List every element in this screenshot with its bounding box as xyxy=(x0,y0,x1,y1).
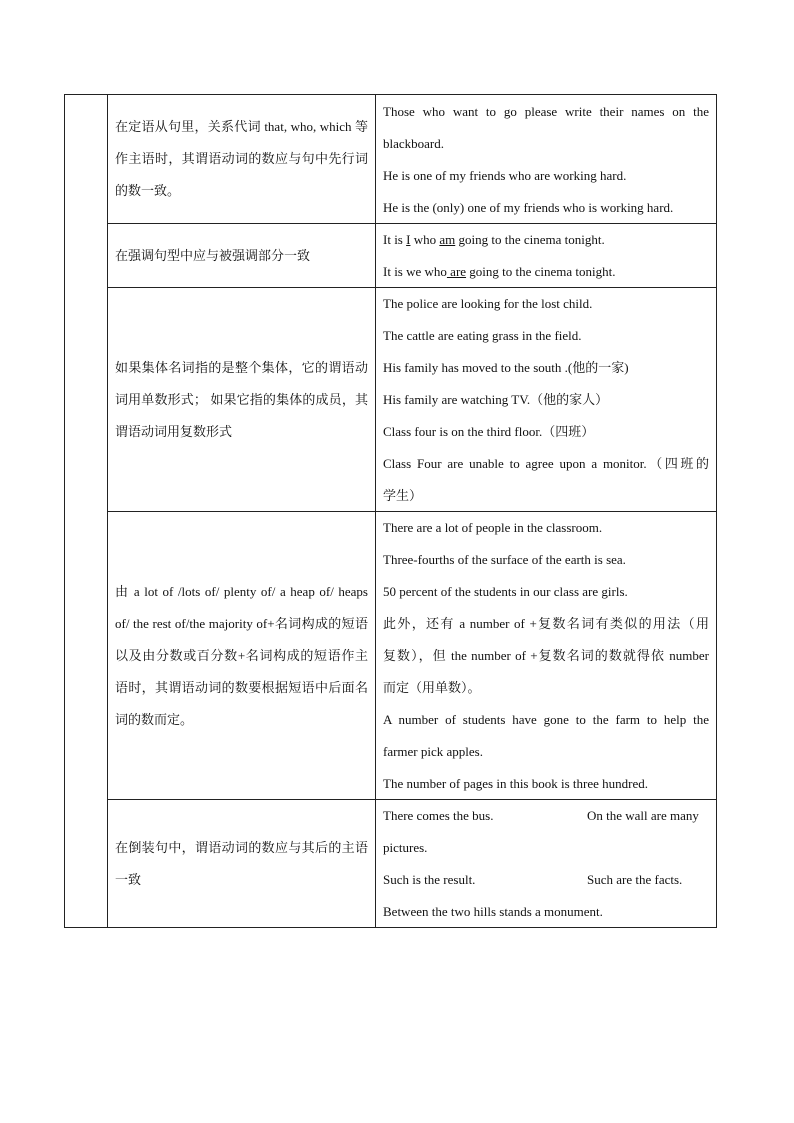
text-span: who xyxy=(410,232,440,247)
rule-cell xyxy=(108,800,376,928)
underlined-word: are xyxy=(446,264,467,279)
example-line: A number of students have gone to the farm to help the xyxy=(383,712,709,727)
rule-text: 如果集体名词指的是整个集体，它的谓语动词用单数形式； 如果它指的集体的成员，其谓语动词用复数形式 xyxy=(115,359,368,439)
example-line: He is the (only) one of my friends who is working hard. xyxy=(383,200,674,215)
table-row xyxy=(65,224,717,288)
example-cell xyxy=(376,95,717,224)
text-span: Such are the facts. xyxy=(587,872,683,887)
rule-cell xyxy=(108,288,376,512)
rule-cell xyxy=(108,224,376,288)
example-line: His family has moved to the south .(他的一家) xyxy=(383,360,629,375)
text-span: Such is the result. xyxy=(383,872,476,887)
example-line: He is one of my friends who are working hard. xyxy=(383,168,627,183)
rule-text: 由 a lot of /lots of/ plenty of/ a heap of/ heaps of/ the rest of/the majority of+名词构成的短语以及由分数或百分数+名词构成的短语作主语时，其谓语动词的数要根据短语中后面名词的数而定。 xyxy=(115,583,368,727)
underlined-word: am xyxy=(439,232,456,247)
example-line: The cattle are eating grass in the field. xyxy=(383,328,582,343)
text-span: It is we who xyxy=(383,264,447,279)
example-line: 复数），但 the number of +复数名词的数就得依 number xyxy=(383,648,709,663)
example-cell xyxy=(376,288,717,512)
table-row xyxy=(65,95,717,224)
rule-text: 在倒装句中，谓语动词的数应与其后的主语一致 xyxy=(115,839,368,887)
example-line: Those who want to go please write their names on the xyxy=(383,104,709,119)
example-line: The number of pages in this book is three hundred. xyxy=(383,776,648,791)
example-line xyxy=(383,256,709,288)
text-span: It is xyxy=(383,232,407,247)
rule-cell xyxy=(108,512,376,800)
example-line: Between the two hills stands a monument. xyxy=(383,904,603,919)
table-row xyxy=(65,512,717,800)
example-cell xyxy=(376,800,717,928)
example-line xyxy=(383,800,709,832)
rule-text: 在强调句型中应与被强调部分一致 xyxy=(115,247,311,263)
text-span: going to the cinema tonight. xyxy=(466,264,616,279)
text-span: going to the cinema tonight. xyxy=(455,232,605,247)
text-span: There comes the bus. xyxy=(383,808,494,823)
example-line xyxy=(383,864,709,896)
table-row xyxy=(65,800,717,928)
example-line: Class Four are unable to agree upon a monitor.（四班的 xyxy=(383,456,709,471)
example-line: Class four is on the third floor.（四班） xyxy=(383,424,595,439)
example-line: farmer pick apples. xyxy=(383,744,483,759)
rule-cell xyxy=(108,95,376,224)
example-line: pictures. xyxy=(383,840,428,855)
example-line: 此外，还有 a number of +复数名词有类似的用法（用 xyxy=(383,616,709,631)
text-span: On the wall are many xyxy=(587,808,699,823)
example-line: 50 percent of the students in our class are girls. xyxy=(383,584,628,599)
blank-side-cell xyxy=(65,95,108,928)
example-cell xyxy=(376,512,717,800)
example-cell xyxy=(376,224,717,288)
example-line xyxy=(383,224,709,256)
example-line: His family are watching TV.（他的家人） xyxy=(383,392,609,407)
grammar-table xyxy=(64,94,717,928)
example-line: 而定（用单数）。 xyxy=(383,680,481,695)
table-row xyxy=(65,288,717,512)
example-line: Three-fourths of the surface of the earth is sea. xyxy=(383,552,626,567)
example-line: The police are looking for the lost child. xyxy=(383,296,593,311)
example-line: blackboard. xyxy=(383,136,445,151)
rule-text: 在定语从句里，关系代词 that, who, which 等作主语时，其谓语动词的数应与句中先行词的数一致。 xyxy=(115,118,368,198)
example-line: There are a lot of people in the classroom. xyxy=(383,520,603,535)
example-line: 学生） xyxy=(383,488,423,503)
underlined-word: I xyxy=(406,232,411,247)
